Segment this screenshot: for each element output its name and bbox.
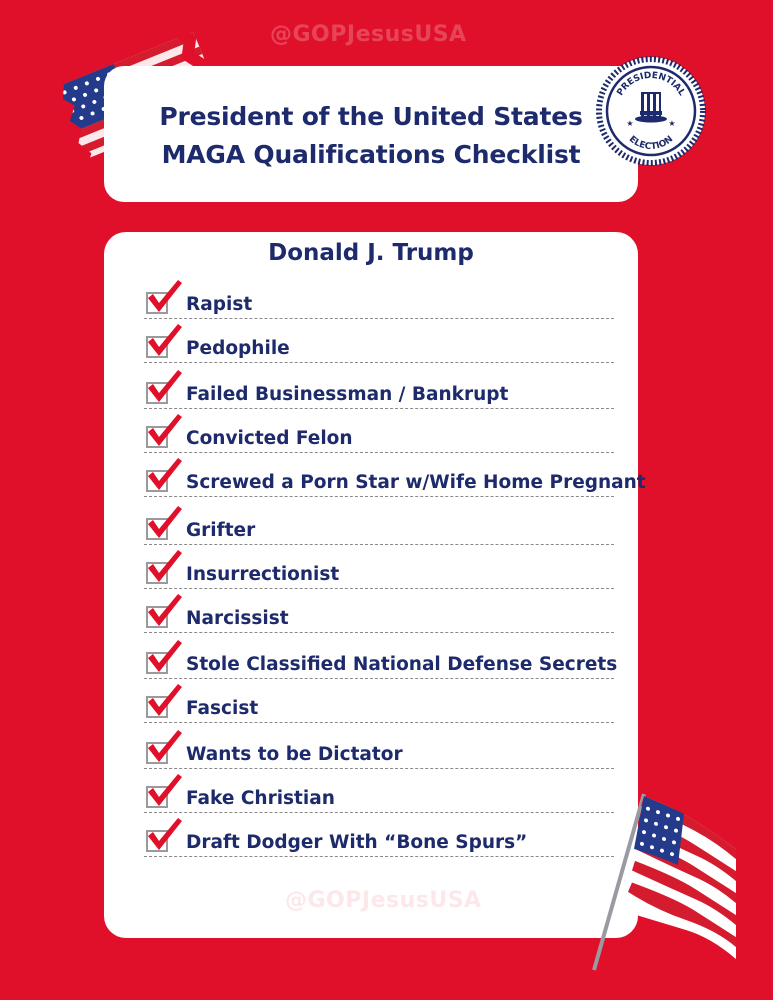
checkmark-icon — [144, 278, 184, 316]
checkmark-icon — [144, 548, 184, 586]
american-flag-pole-icon — [586, 788, 746, 978]
checklist-item-label: Fake Christian — [186, 788, 335, 809]
checklist-item — [144, 320, 614, 363]
badge-bottom-text: ELECTION — [626, 134, 676, 153]
checkmark-icon — [144, 728, 184, 766]
checkmark-icon — [144, 772, 184, 810]
title-line-1: President of the United States — [159, 102, 583, 131]
checklist-item — [144, 590, 614, 633]
svg-text:★: ★ — [626, 119, 634, 128]
checkmark-icon — [144, 504, 184, 542]
checklist-item-label: Rapist — [186, 294, 253, 315]
checklist-item-label: Narcissist — [186, 608, 289, 629]
watermark-top: @GOPJesusUSA — [270, 22, 467, 47]
checklist-item — [144, 546, 614, 589]
checklist-item — [144, 770, 614, 813]
checkmark-icon — [144, 816, 184, 854]
presidential-election-badge — [596, 56, 706, 166]
title-card — [104, 66, 638, 202]
checkmark-icon — [144, 456, 184, 494]
checklist-item — [144, 636, 618, 679]
checklist-item-label: Wants to be Dictator — [186, 744, 403, 765]
checkmark-icon — [144, 638, 184, 676]
checklist-item-label: Convicted Felon — [186, 428, 353, 449]
checklist-item — [144, 726, 614, 769]
checkmark-icon — [144, 412, 184, 450]
badge-top-text: PRESIDENTIAL — [615, 70, 687, 98]
checklist-item-label: Insurrectionist — [186, 564, 340, 585]
checkmark-icon — [144, 592, 184, 630]
checklist-card — [104, 232, 646, 938]
checkmark-icon — [144, 322, 184, 360]
checklist-item — [144, 454, 646, 497]
checkmark-icon — [144, 682, 184, 720]
checklist-item — [144, 410, 614, 453]
checklist-item — [144, 502, 614, 545]
checklist-item-label: Stole Classified National Defense Secrets — [186, 654, 618, 675]
checklist-item-label: Screwed a Porn Star w/Wife Home Pregnant — [186, 472, 646, 493]
checkmark-icon — [144, 368, 184, 406]
svg-text:★: ★ — [668, 119, 676, 128]
candidate-name: Donald J. Trump — [268, 240, 474, 266]
watermark-bottom: @GOPJesusUSA — [285, 888, 482, 913]
checklist-item — [144, 680, 614, 723]
title-line-2: MAGA Qualifications Checklist — [161, 140, 581, 169]
checklist-item-label: Pedophile — [186, 338, 290, 359]
checklist-item — [144, 814, 614, 857]
checklist-item-label: Fascist — [186, 698, 259, 719]
checklist-item-label: Grifter — [186, 520, 256, 541]
checklist-item-label: Failed Businessman / Bankrupt — [186, 384, 509, 405]
checklist-item-label: Draft Dodger With “Bone Spurs” — [186, 832, 528, 853]
checklist-item — [144, 276, 614, 319]
checklist-item — [144, 366, 614, 409]
